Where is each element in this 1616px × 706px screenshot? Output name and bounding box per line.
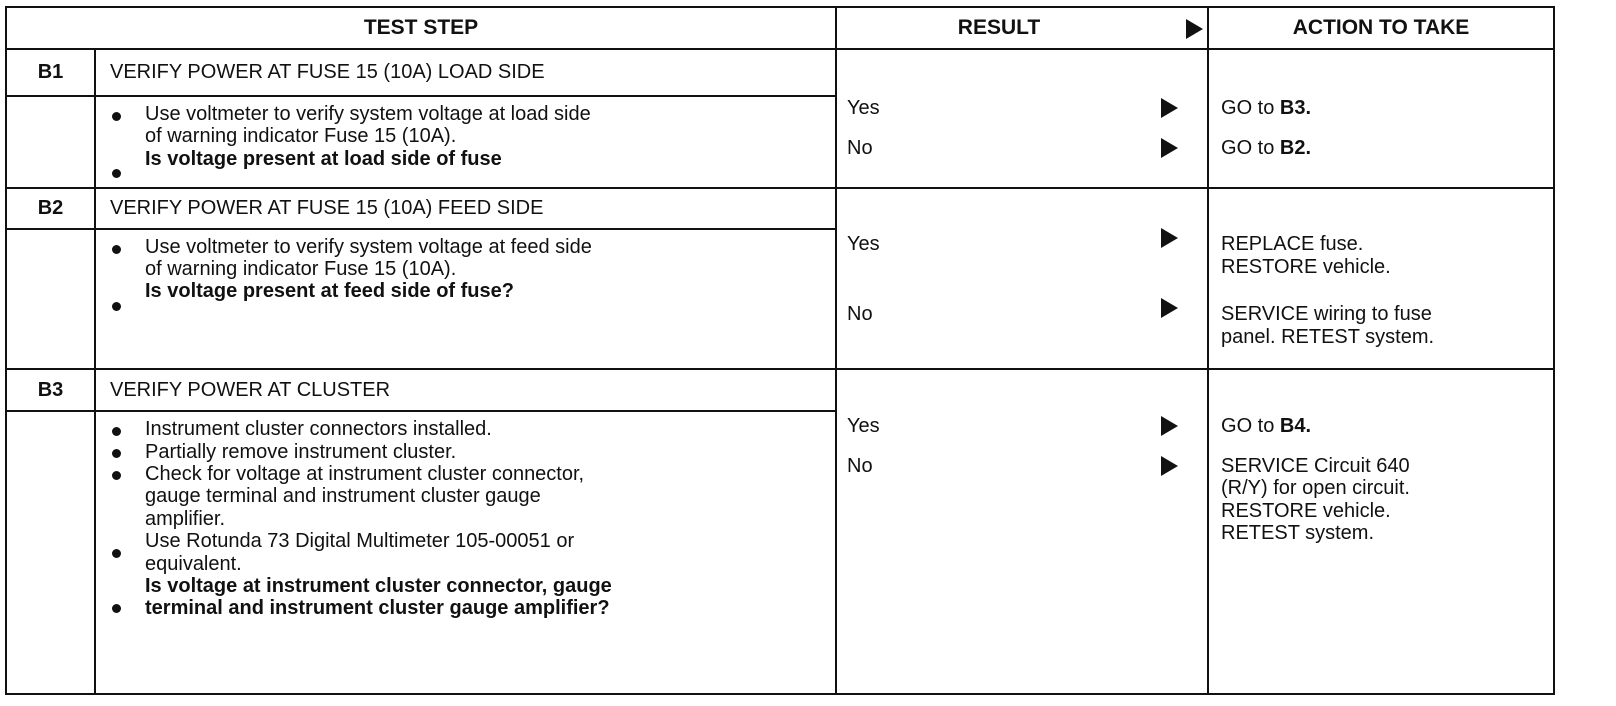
result-answer: Yes xyxy=(847,414,880,437)
arrows-b3 xyxy=(1161,369,1208,694)
bullet-text: Use Rotunda 73 Digital Multimeter 105-00051 or xyxy=(145,530,575,553)
bullets-b3 xyxy=(95,411,121,694)
step-id-spacer xyxy=(6,96,95,188)
arrow-right-icon xyxy=(1161,298,1178,318)
bullet-text: of warning indicator Fuse 15 (10A). xyxy=(145,125,457,148)
bullets-b1 xyxy=(95,96,121,188)
arrows-b1 xyxy=(1161,49,1208,188)
bullet-text: amplifier. xyxy=(145,507,226,530)
bullet-icon xyxy=(112,302,121,311)
action-text: GO to B4. xyxy=(1221,414,1312,437)
action-b3 xyxy=(1208,369,1554,694)
bullet-question: Is voltage at instrument cluster connector, gauge xyxy=(145,575,612,598)
step-title-b2: VERIFY POWER AT FUSE 15 (10A) FEED SIDE xyxy=(95,188,836,228)
result-b1 xyxy=(836,49,1161,188)
action-text: GO to B2. xyxy=(1221,137,1312,159)
step-body-b3 xyxy=(121,411,836,694)
bullet-icon xyxy=(112,112,121,121)
bullet-text: of warning indicator Fuse 15 (10A). xyxy=(145,257,457,280)
step-id-b3: B3 xyxy=(6,369,95,412)
header-result: RESULT xyxy=(836,7,1161,49)
bullet-icon xyxy=(112,427,121,436)
step-b2-title-row xyxy=(6,188,1554,228)
arrow-right-icon xyxy=(1161,456,1178,476)
action-b2 xyxy=(1208,188,1554,369)
bullet-text: Use voltmeter to verify system voltage at feed side xyxy=(145,235,592,258)
action-text: panel. RETEST system. xyxy=(1221,325,1435,348)
arrow-right-icon xyxy=(1161,98,1178,118)
result-answer: No xyxy=(847,137,873,159)
bullet-text: equivalent. xyxy=(145,552,242,575)
bullet-question: Is voltage present at feed side of fuse? xyxy=(145,280,514,303)
diagnostic-table xyxy=(5,6,1555,695)
step-id-spacer xyxy=(6,229,95,369)
bullet-text: Instrument cluster connectors installed. xyxy=(145,418,492,441)
action-text: (R/Y) for open circuit. xyxy=(1221,477,1410,500)
arrow-right-icon xyxy=(1161,228,1178,248)
step-id-b2: B2 xyxy=(6,188,95,228)
result-answer: No xyxy=(847,303,873,326)
action-text: RESTORE vehicle. xyxy=(1221,499,1391,522)
bullet-icon xyxy=(112,245,121,254)
bullet-icon xyxy=(112,449,121,458)
bullet-icon xyxy=(112,604,121,613)
step-body-b2 xyxy=(121,229,836,369)
result-answer: No xyxy=(847,454,873,477)
action-text: SERVICE Circuit 640 xyxy=(1221,454,1410,477)
header-row xyxy=(6,7,1554,49)
step-b1-title-row xyxy=(6,49,1554,96)
arrow-right-icon xyxy=(1161,138,1178,158)
step-title-b3: VERIFY POWER AT CLUSTER xyxy=(95,369,836,412)
header-arrow-icon xyxy=(1161,7,1208,49)
bullets-b2 xyxy=(95,229,121,369)
bullet-icon xyxy=(112,471,121,480)
result-b3 xyxy=(836,369,1161,694)
step-id-b1: B1 xyxy=(6,49,95,96)
bullet-question: Is voltage present at load side of fuse xyxy=(145,147,502,170)
bullet-text: Check for voltage at instrument cluster connector, xyxy=(145,463,585,486)
action-text: RETEST system. xyxy=(1221,521,1375,544)
action-b1 xyxy=(1208,49,1554,188)
action-text: GO to B3. xyxy=(1221,97,1312,119)
header-test-step: TEST STEP xyxy=(6,7,836,49)
action-text: RESTORE vehicle. xyxy=(1221,255,1391,278)
bullet-text: Partially remove instrument cluster. xyxy=(145,440,457,463)
bullet-text: gauge terminal and instrument cluster gauge xyxy=(145,485,541,508)
bullet-icon xyxy=(112,549,121,558)
bullet-icon xyxy=(112,169,121,178)
header-action: ACTION TO TAKE xyxy=(1208,7,1554,49)
step-id-spacer xyxy=(6,411,95,694)
step-title-b1: VERIFY POWER AT FUSE 15 (10A) LOAD SIDE xyxy=(95,49,836,96)
result-b2 xyxy=(836,188,1161,369)
arrows-b2 xyxy=(1161,188,1208,369)
action-text: REPLACE fuse. xyxy=(1221,233,1364,256)
bullet-question: terminal and instrument cluster gauge amplifier? xyxy=(145,597,610,620)
action-text: SERVICE wiring to fuse xyxy=(1221,303,1432,326)
step-b3-title-row xyxy=(6,369,1554,412)
result-answer: Yes xyxy=(847,233,880,256)
step-body-b1 xyxy=(121,96,836,188)
arrow-right-icon xyxy=(1161,416,1178,436)
bullet-text: Use voltmeter to verify system voltage at load side xyxy=(145,102,591,125)
result-answer: Yes xyxy=(847,97,880,119)
